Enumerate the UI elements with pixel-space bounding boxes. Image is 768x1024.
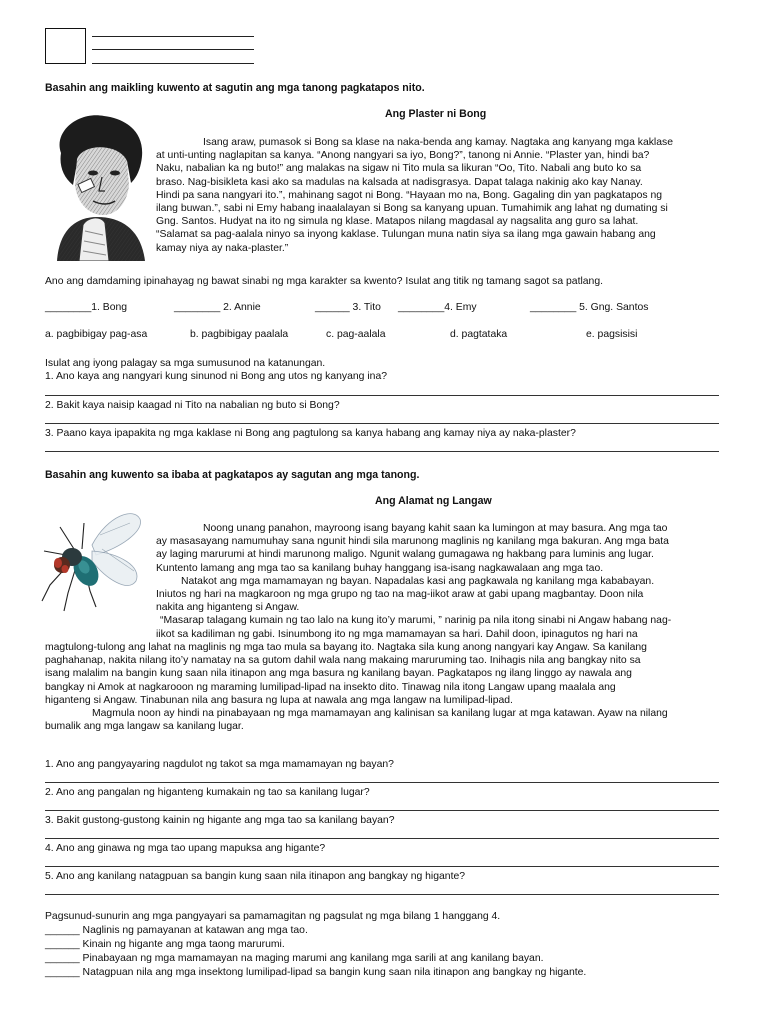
- story2-line: Magmula noon ay hindi na pinabayaan ng mga mamamayan ang kalinisan sa kanilang lugar at mga katawan. Ayaw na nilang: [92, 708, 668, 720]
- answer-line[interactable]: [45, 894, 719, 895]
- open-question-1: 1. Ano kaya ang nangyari kung sinunod ni Bong ang utos ng kanyang ina?: [45, 371, 387, 382]
- question-4: 4. Ano ang ginawa ng mga tao upang mapuksa ang higante?: [45, 843, 326, 854]
- character-blank-tito[interactable]: ______ 3. Tito: [315, 302, 381, 313]
- answer-line[interactable]: [45, 395, 719, 396]
- story1-line: braso. Nag-bisikleta kasi ako sa madulas na kalsada at nadisgrasya. Dapat talaga nakinig ako kay Nanay.: [156, 176, 643, 188]
- answer-line[interactable]: [45, 423, 719, 424]
- feelings-question: Ano ang damdaming ipinahayag ng bawat sinabi ng mga karakter sa kwento? Isulat ang titik ng tamang sagot sa patlang.: [45, 276, 603, 287]
- answer-line[interactable]: [45, 838, 719, 839]
- question-3: 3. Bakit gustong-gustong kainin ng higante ang mga tao sa kanilang bayan?: [45, 815, 395, 826]
- story2-line: magtulong-tulong ang lahat na maglinis ng mga tao mula sa bayang ito. Nagtaka sila kung anong nangyari kay Angaw. Sa kanilang: [45, 642, 647, 653]
- choice-b: b. pagbibigay paalala: [190, 329, 289, 340]
- name-line[interactable]: [92, 36, 254, 37]
- section2-instruction: Basahin ang kuwento sa ibaba at pagkatapos ay sagutan ang mga tanong.: [45, 469, 420, 481]
- sequence-item[interactable]: ______ Pinabayaan ng mga mamamayan na maging marumi ang kanilang mga sarili at ang kanilang bayan.: [45, 953, 544, 964]
- sequence-item[interactable]: ______ Kinain ng higante ang mga taong marurumi.: [45, 939, 285, 950]
- story2-body-bottom: [45, 641, 720, 733]
- sequence-item[interactable]: ______ Natagpuan nila ang mga insektong lumilipad-lipad sa bangin kung saan nila itinapon ang bangkay ng higante.: [45, 967, 587, 978]
- name-line[interactable]: [92, 63, 254, 64]
- sequence-instruction: Pagsunud-sunurin ang mga pangyayari sa pamamagitan ng pagsulat ng mga bilang 1 hanggang 4.: [45, 911, 501, 922]
- name-line[interactable]: [92, 49, 254, 50]
- story2-line: isang malalim na bangin kung saan nila itinapon ang mga basura ng kanilang bayan. Pagkatapos ng ilang linggo ay nawala ang: [45, 668, 632, 680]
- answer-line[interactable]: [45, 866, 719, 867]
- story2-line: iikot sa kadiliman ng gabi. Isinumbong ito ng mga mamamayan sa hari. Dahil doon, ipinagutos ng hari na: [156, 628, 638, 640]
- answer-line[interactable]: [45, 810, 719, 811]
- story1-title: Ang Plaster ni Bong: [385, 108, 487, 120]
- choice-a: a. pagbibigay pag-asa: [45, 329, 148, 340]
- character-blank-bong[interactable]: ________1. Bong: [45, 302, 128, 313]
- section1-instruction: Basahin ang maikling kuwento at sagutin ang mga tanong pagkatapos nito.: [45, 82, 425, 94]
- boy-with-cast-illustration: [49, 113, 151, 261]
- sequence-item[interactable]: ______ Naglinis ng pamayanan at katawan ang mga tao.: [45, 925, 308, 936]
- character-blank-santos[interactable]: ________ 5. Gng. Santos: [530, 302, 649, 313]
- story2-line: bangkay ni Amok at nagkarooon ng maraming lumilipad-lipad na insekto dito. Tinawag nila itong Langaw upang maalala ang: [45, 681, 616, 693]
- question-1: 1. Ano ang pangyayaring nagdulot ng takot sa mga mamamayan ng bayan?: [45, 759, 394, 770]
- story1-line: “Salamat sa pag-aalala ninyo sa inyong kaklase. Tulungan muna natin siya sa ilang mga gawain habang ang: [156, 229, 656, 241]
- name-box: [45, 28, 86, 64]
- choice-c: c. pag-aalala: [326, 329, 386, 340]
- story2-body-top: [156, 522, 720, 641]
- story1-line: Gng. Santos. Hudyat na ito ng simula ng klase. Matapos nilang magdasal ay nagsalita ang guro sa lahat.: [156, 216, 639, 228]
- story1-line: kamay niya ay naka-plaster.”: [156, 242, 289, 254]
- choice-d: d. pagtataka: [450, 329, 508, 340]
- story1-line: Isang araw, pumasok si Bong sa klase na naka-benda ang kamay. Nagtaka ang kanyang mga kaklase: [203, 137, 673, 148]
- story2-line: ay masasayang namumuhay sana ngunit hindi sila marunong maglinis ng kanilang mga bakuran. Ang mga bata: [156, 536, 669, 548]
- story1-body: [156, 136, 720, 255]
- story2-line: paghahanap, nakita nilang ito’y namatay na sa gutom dahil wala nang makaing maruruming tao. Inihagis nila ang bangkay nito sa: [45, 655, 641, 667]
- story1-line: at unti-unting naglapitan sa kanya. “Anong nangyari sa iyo, Bong?”, tanong ni Annie. “Plaster yan, hindi ba?: [156, 150, 650, 162]
- story2-line: Kuntento lamang ang mga tao sa kanilang buhay hanggang isa-isang nagkawalaan ang mga tao.: [156, 562, 604, 574]
- story1-line: Hindi pa sana nangyari ito.”, mahinang sagot ni Bong. “Hayaan mo na, Bong. Gagaling din yan pagkatapos ng: [156, 189, 663, 201]
- story2-line: Noong unang panahon, mayroong isang bayang kahit saan ka lumingon at may basura. Ang mga tao: [203, 523, 668, 534]
- story2-line: “Masarap talagang kumain ng tao lalo na kung ito’y marumi, ” narinig pa nila itong sinabi ni Angaw habang nag-: [160, 615, 672, 627]
- story2-title: Ang Alamat ng Langaw: [375, 495, 492, 507]
- question-2: 2. Ano ang pangalan ng higanteng kumakain ng tao sa kanilang lugar?: [45, 787, 370, 798]
- open-question-2: 2. Bakit kaya naisip kaagad ni Tito na nabalian ng buto si Bong?: [45, 400, 340, 411]
- story1-line: Naku, nabalian ka ng buto!” ang malakas na sigaw ni Tito mula sa likuran “Oo, Tito. Nabali ang buto ko sa: [156, 163, 642, 175]
- story2-line: higanteng si Angaw. Tinabunan nila ang basura ng lupa at nawala ang mga langaw na lumilipad-lipad.: [45, 694, 513, 706]
- story2-line: nakita ang higanteng si Angaw.: [156, 602, 300, 614]
- answer-line[interactable]: [45, 451, 719, 452]
- open-question-3: 3. Paano kaya ipapakita ng mga kaklase ni Bong ang pagtulong sa kanya habang ang kamay niya ay naka-plaster?: [45, 428, 576, 439]
- story1-line: ilang buwan.”, sabi ni Emy habang inaalalayan si Bong sa kanyang upuan. Tumahimik ang lahat ng dumating si: [156, 203, 668, 215]
- choice-e: e. pagsisisi: [586, 329, 638, 340]
- character-blank-annie[interactable]: ________ 2. Annie: [174, 302, 261, 313]
- story2-line: Iniutos ng hari na magkaroon ng mga grupo ng tao na mag-iikot araw at gabi upang magbantay. Doon nila: [156, 589, 644, 601]
- story2-line: bumalik ang mga langaw sa kanilang lugar.: [45, 721, 244, 733]
- character-blank-emy[interactable]: ________4. Emy: [398, 302, 477, 313]
- question-5: 5. Ano ang kanilang natagpuan sa bangin kung saan nila itinapon ang bangkay ng higante?: [45, 871, 466, 882]
- answer-line[interactable]: [45, 782, 719, 783]
- story2-line: ay laging marurumi at hindi marunong maligo. Ngunit walang gumagawa ng hakbang para luminis ang lugar.: [156, 549, 654, 561]
- fly-illustration: [30, 505, 148, 617]
- story2-line: Natakot ang mga mamamayan ng bayan. Napadalas kasi ang pagkawala ng kanilang mga kababayan.: [181, 575, 655, 587]
- open-instruction: Isulat ang iyong palagay sa mga sumusunod na katanungan.: [45, 358, 326, 369]
